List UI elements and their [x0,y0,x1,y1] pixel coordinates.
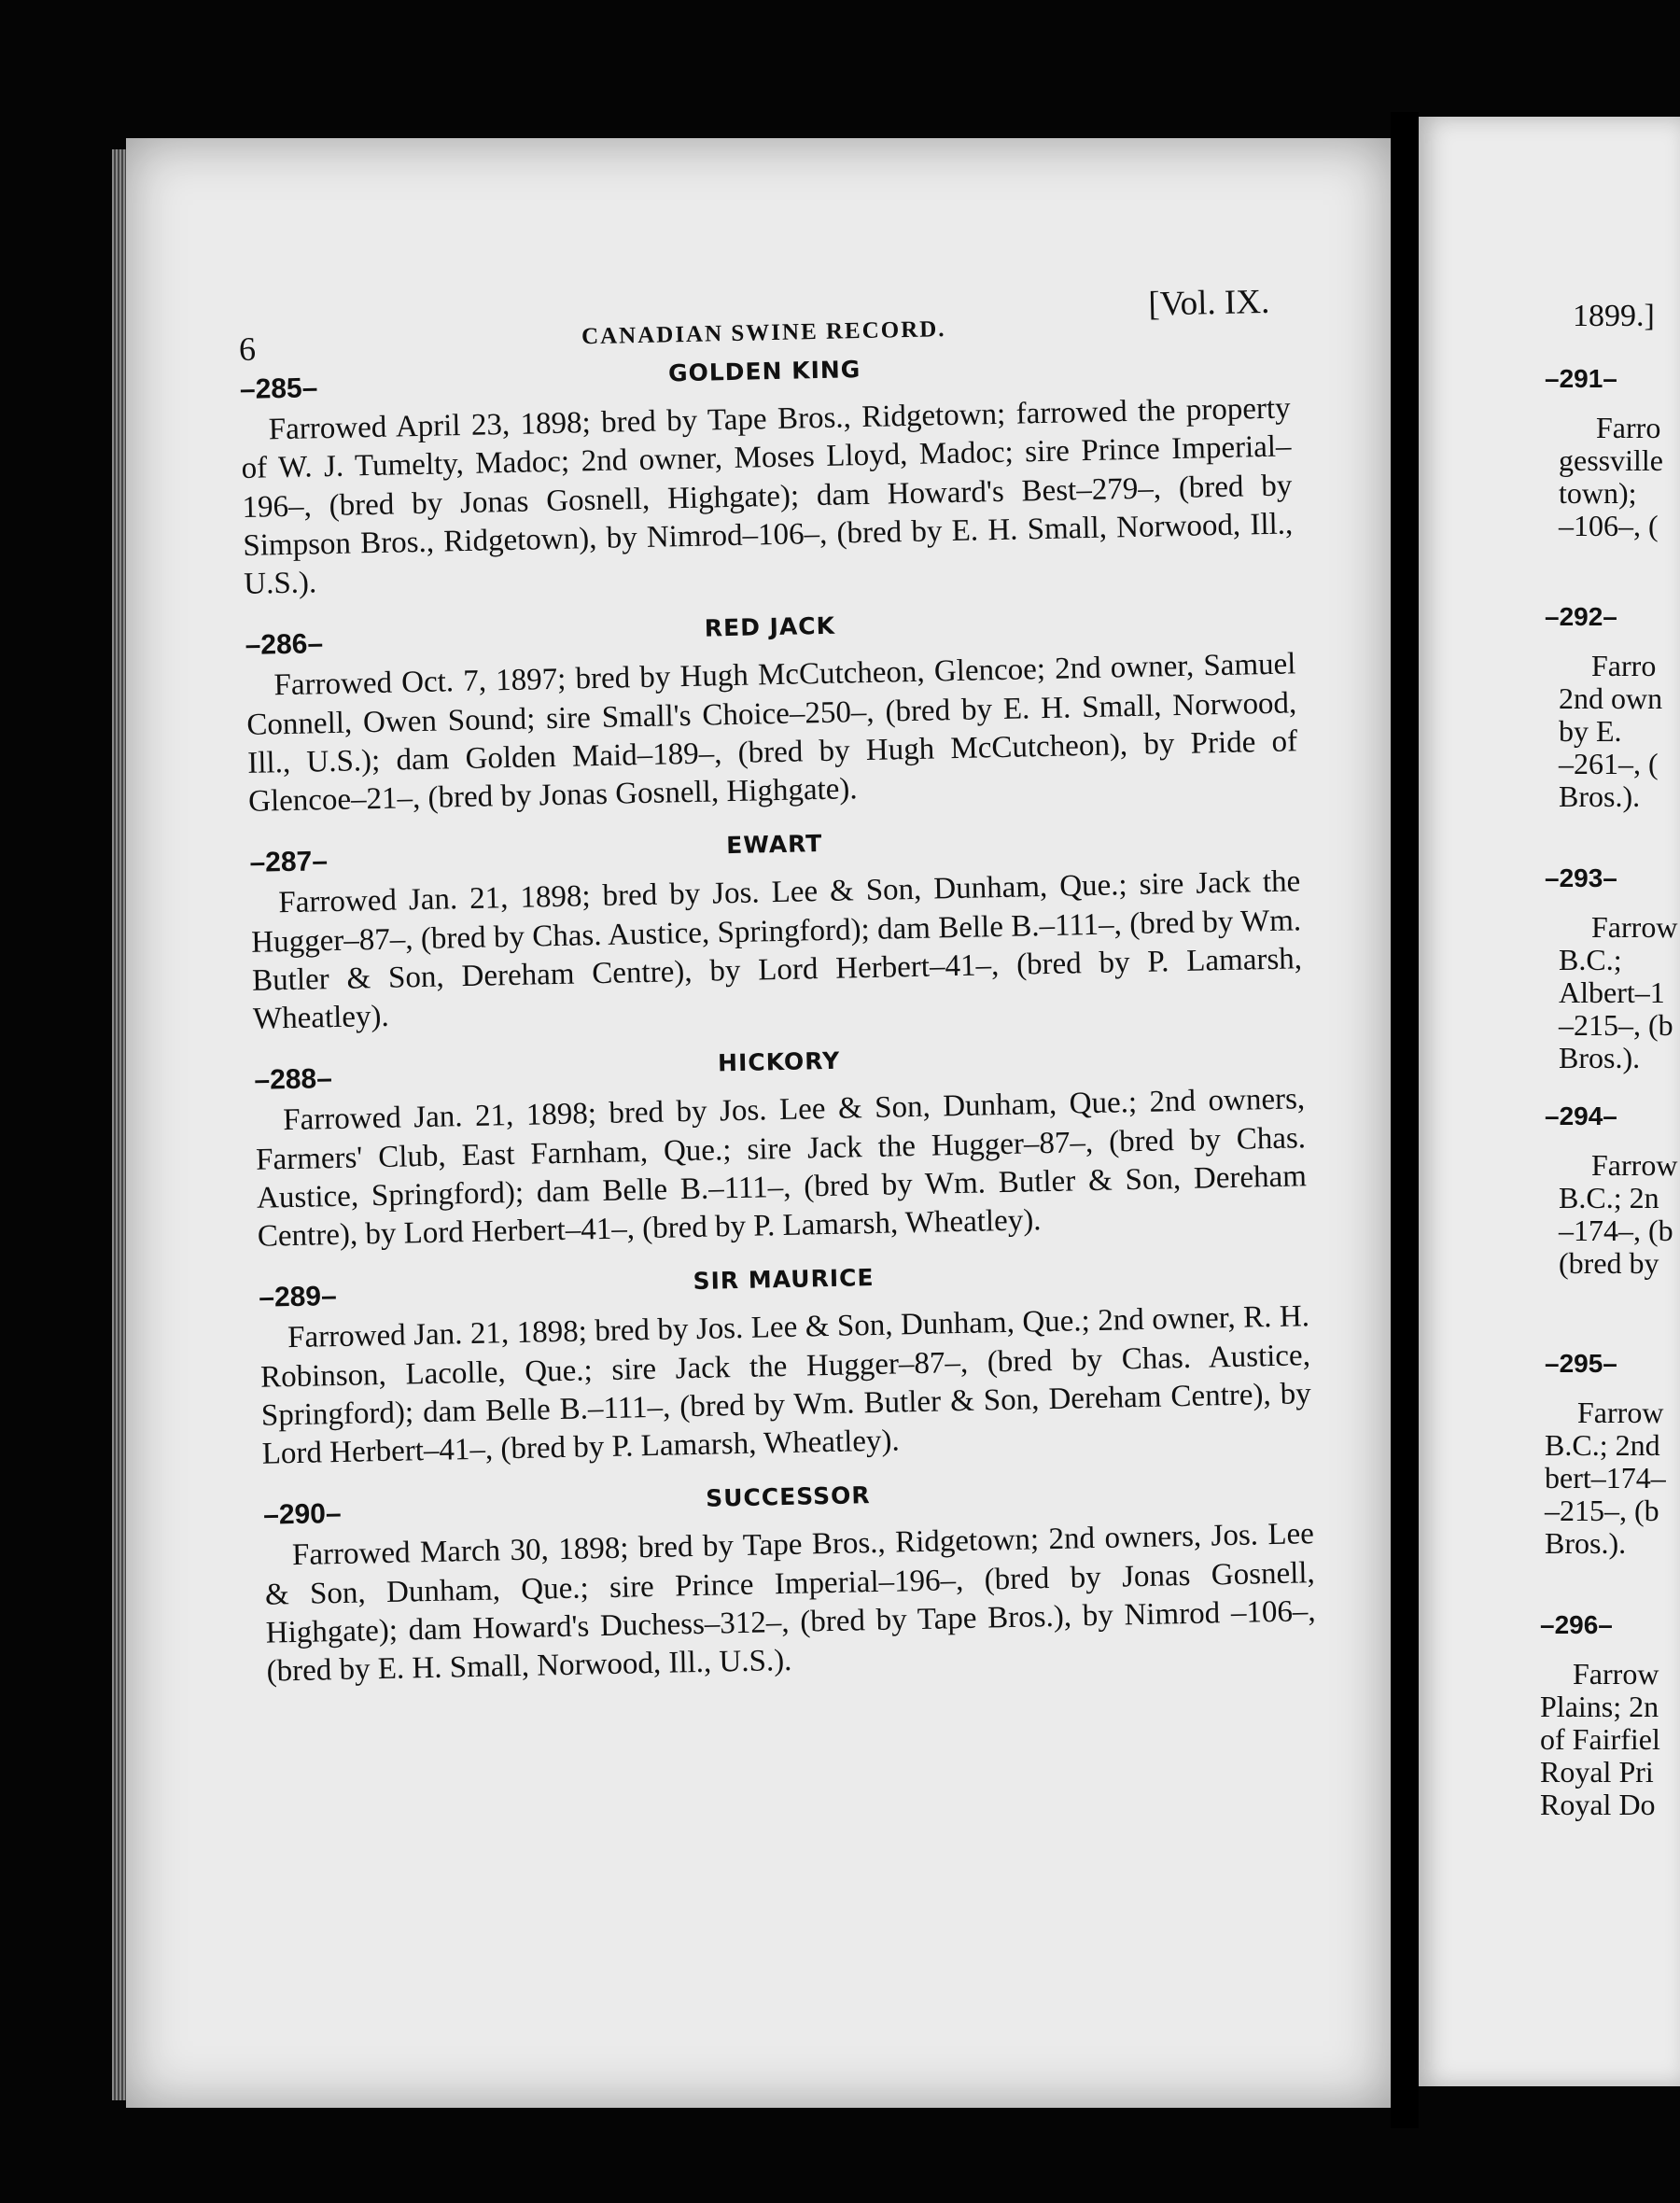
record-entry [254,1038,1308,1257]
entry-fragment: of Fairfiel [1540,1722,1660,1756]
record-entry [245,603,1298,822]
entry-fragment: Farrow [1591,910,1678,944]
entry-number: –289– [258,1281,338,1314]
entry-name: SIR MAURICE [693,1264,875,1296]
record-entry [249,821,1303,1040]
entry-text: Farrowed Oct. 7, 1897; bred by Hugh McCutcheon, Glencoe; 2nd owner, Samuel Connell, Owen Sound; sire Small's Choice–250–, (bred by E. H. Small, Norwood, Ill., U.S.); dam Golden Maid–189–, (bred by Hugh McCutcheon), by Pride of Glencoe–21–, (bred by Jonas Gosnell, Highgate). [246,647,1298,819]
right-page-content [1419,117,1680,2086]
entry-fragment: by E. [1559,714,1622,748]
left-page [126,138,1391,2108]
entry-fragment: (bred by [1559,1246,1659,1280]
left-page-content [238,281,1317,1711]
entry-fragment: bert–174– [1545,1461,1666,1494]
entry-fragment: Royal Do [1540,1788,1656,1821]
entry-fragment: Plains; 2n [1540,1690,1659,1723]
entry-fragment: town); [1559,476,1637,510]
entry-number: –291– [1545,364,1617,393]
entry-fragment: –261–, ( [1559,747,1659,780]
record-entry [259,1255,1312,1474]
entry-fragment: –106–, ( [1559,509,1659,542]
entry-fragment: gessville [1559,443,1663,477]
entry-fragment: –215–, (b [1559,1008,1673,1042]
entry-text: Farrowed April 23, 1898; bred by Tape Bros., Ridgetown; farrowed the property of W. J. Tumelty, Madoc; 2nd owner, Moses Lloyd, Madoc; sire Prince Imperial–196–, (bred by Jonas Gosnell, Highgate); dam Howard's Best–279–, (bred by Simpson Bros., Ridgetown), by Nimrod–106–, (bred by E. H. Small, Norwood, Ill., U.S.). [241,391,1294,601]
entry-text: Farrowed Jan. 21, 1898; bred by Jos. Lee & Son, Dunham, Que.; sire Jack the Hugger–87–, (bred by Chas. Austice, Springford); dam Belle B.–111–, (bred by Wm. Butler & Son, Dereham Centre), by Lord Herbert–41–, (bred by P. Lamarsh, Wheatley). [250,864,1303,1036]
entry-number: –296– [1540,1610,1613,1639]
right-page [1419,117,1680,2086]
entry-number: –286– [245,628,324,662]
entry-fragment: B.C.; 2nd [1545,1428,1660,1462]
entry-fragment: 2nd own [1559,681,1663,715]
entry-fragment: Bros.). [1559,779,1641,813]
entry-name: EWART [725,830,823,860]
volume-label: [Vol. IX. [1147,282,1270,324]
entry-number: –292– [1545,602,1617,631]
entry-fragment: Albert–1 [1559,975,1665,1009]
entry-number: –287– [249,846,329,879]
record-entry [263,1472,1317,1691]
record-entry [239,346,1294,604]
book-gutter [1391,112,1419,2128]
entry-fragment: Farrow [1573,1657,1659,1691]
entry-fragment: Farrow [1577,1396,1664,1429]
entry-number: –288– [254,1063,333,1097]
entry-number: –285– [239,372,318,405]
entry-fragment: Farrow [1591,1148,1678,1182]
entry-fragment: Bros.). [1545,1526,1627,1560]
entry-fragment: Bros.). [1559,1041,1641,1074]
entry-text: Farrowed Jan. 21, 1898; bred by Jos. Lee & Son, Dunham, Que.; 2nd owner, R. H. Robinson, Lacolle, Que.; sire Jack the Hugger–87–, (bred by Chas. Austice, Springford); dam Belle B.–111–, (bred by Wm. Butler & Son, Dereham Centre), by Lord Herbert–41–, (bred by P. Lamarsh, Wheatley). [259,1299,1312,1471]
entry-name: SUCCESSOR [705,1481,871,1513]
entry-fragment: –174–, (b [1559,1214,1673,1247]
right-page-year: 1899.] [1573,299,1655,333]
entry-number: –294– [1545,1102,1617,1130]
entry-text: Farrowed Jan. 21, 1898; bred by Jos. Lee & Son, Dunham, Que.; 2nd owners, Farmers' Club, East Farnham, Que.; sire Jack the Hugger–87–, (bred by Chas. Austice, Springford); dam Belle B.–111–, (bred by Wm. Butler & Son, Dereham Centre), by Lord Herbert–41–, (bred by P. Lamarsh, Wheatley). [255,1082,1308,1254]
entry-name: HICKORY [717,1046,841,1077]
entry-fragment: Royal Pri [1540,1755,1654,1789]
running-title: CANADIAN SWINE RECORD. [581,316,946,350]
entry-number: –295– [1545,1349,1617,1378]
entry-fragment: –215–, (b [1545,1494,1659,1527]
entry-number: –293– [1545,863,1617,892]
entry-name: GOLDEN KING [667,356,861,387]
entry-fragment: B.C.; 2n [1559,1181,1659,1214]
entry-number: –290– [262,1498,342,1531]
entry-fragment: Farro [1591,649,1657,682]
entry-fragment: Farro [1596,411,1661,444]
entry-fragment: B.C.; [1559,943,1622,976]
entry-name: RED JACK [704,611,836,642]
entry-text: Farrowed March 30, 1898; bred by Tape Bros., Ridgetown; 2nd owners, Jos. Lee & Son, Dunham, Que.; sire Prince Imperial–196–, (bred by Jonas Gosnell, Highgate); dam Howard's Duchess–312–, (bred by Tape Bros.), by Nimrod –106–, (bred by E. H. Small, Norwood, Ill., U.S.). [264,1517,1316,1689]
page-number: 6 [238,330,257,368]
